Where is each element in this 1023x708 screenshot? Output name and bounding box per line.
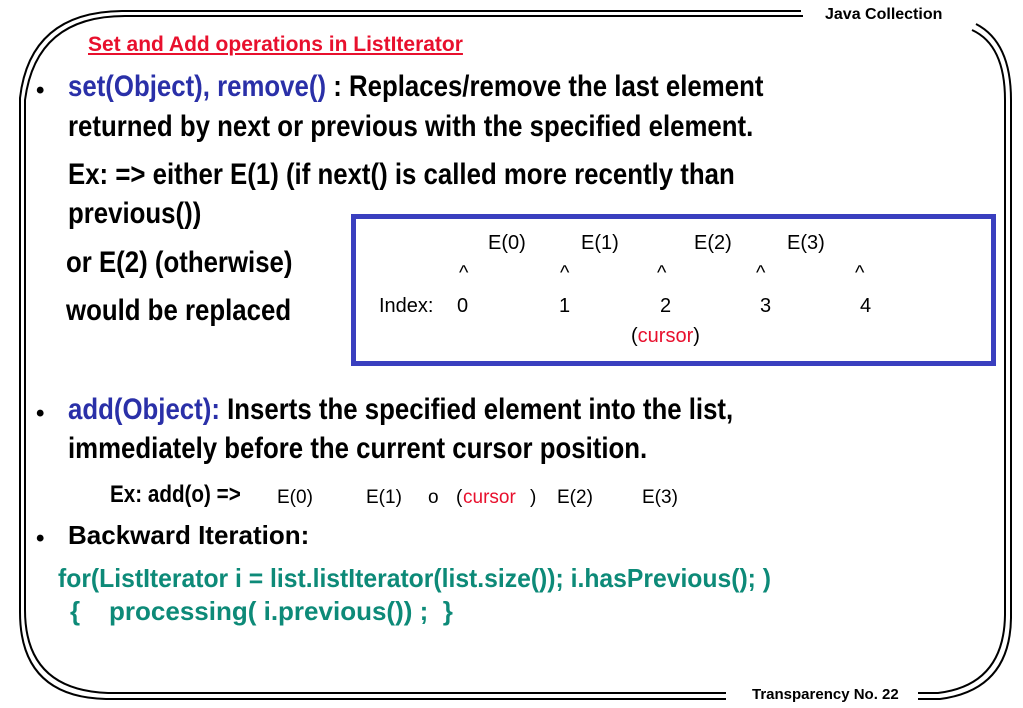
item2-text-line1: Inserts the specified element into the list, [219,393,734,426]
cursor-open-paren: ( [631,325,638,347]
item1-text-line1: : Replaces/remove the last element [326,70,764,103]
transparency-number: Transparency No. 22 [752,686,899,703]
item1-example-line3: or E(2) (otherwise) [66,246,293,279]
add-seq-e2: E(2) [557,487,593,508]
code-line-1: for(ListIterator i = list.listIterator(list.size()); i.hasPrevious(); ) [58,563,771,593]
item1-example-line1: Ex: => either E(1) (if next() is called more recently than [68,158,735,191]
item1-example-line4: would be replaced [66,294,292,327]
index-0: 0 [457,295,469,317]
add-seq-close-paren: ) [530,487,537,508]
add-seq-open-paren: ( [456,487,463,508]
element-e2: E(2) [694,232,732,254]
cursor-word: cursor [637,325,694,347]
caret-2: ^ [657,262,667,284]
index-label: Index: [379,295,434,317]
add-seq-o: o [428,487,439,508]
item1-line1 [68,70,763,104]
element-e1: E(1) [581,232,619,254]
backward-iteration-heading: Backward Iteration: [68,520,310,550]
caret-4: ^ [855,262,865,284]
code-line-2: { processing( i.previous()) ; } [70,596,453,626]
element-e0: E(0) [488,232,526,254]
element-e3: E(3) [787,232,825,254]
item2-line1 [68,393,733,427]
caret-0: ^ [459,262,469,284]
add-example-label: Ex: add(o) => [110,481,241,508]
add-seq-e0: E(0) [277,487,313,508]
add-seq-cursor: cursor [463,487,516,508]
bullet-2: • [36,400,45,427]
slide-title: Set and Add operations in ListIterator [88,33,463,56]
caret-1: ^ [560,262,570,284]
index-2: 2 [660,295,672,317]
index-1: 1 [559,295,571,317]
item1-text-line2: returned by next or previous with the specified element. [68,110,754,143]
caret-3: ^ [756,262,766,284]
cursor-label [631,325,700,348]
index-3: 3 [760,295,772,317]
bullet-3: • [36,525,45,552]
add-seq-e3: E(3) [642,487,678,508]
add-seq-e1: E(1) [366,487,402,508]
bullet-1: • [36,77,45,104]
item1-method: set(Object), remove() [68,70,327,103]
header-title: Java Collection [825,6,943,23]
item2-method: add(Object): [68,393,220,426]
cursor-close-paren: ) [693,325,700,347]
item1-example-line2: previous()) [68,197,202,230]
item2-text-line2: immediately before the current cursor position. [68,432,648,465]
index-4: 4 [860,295,872,317]
cursor-diagram [351,214,996,366]
